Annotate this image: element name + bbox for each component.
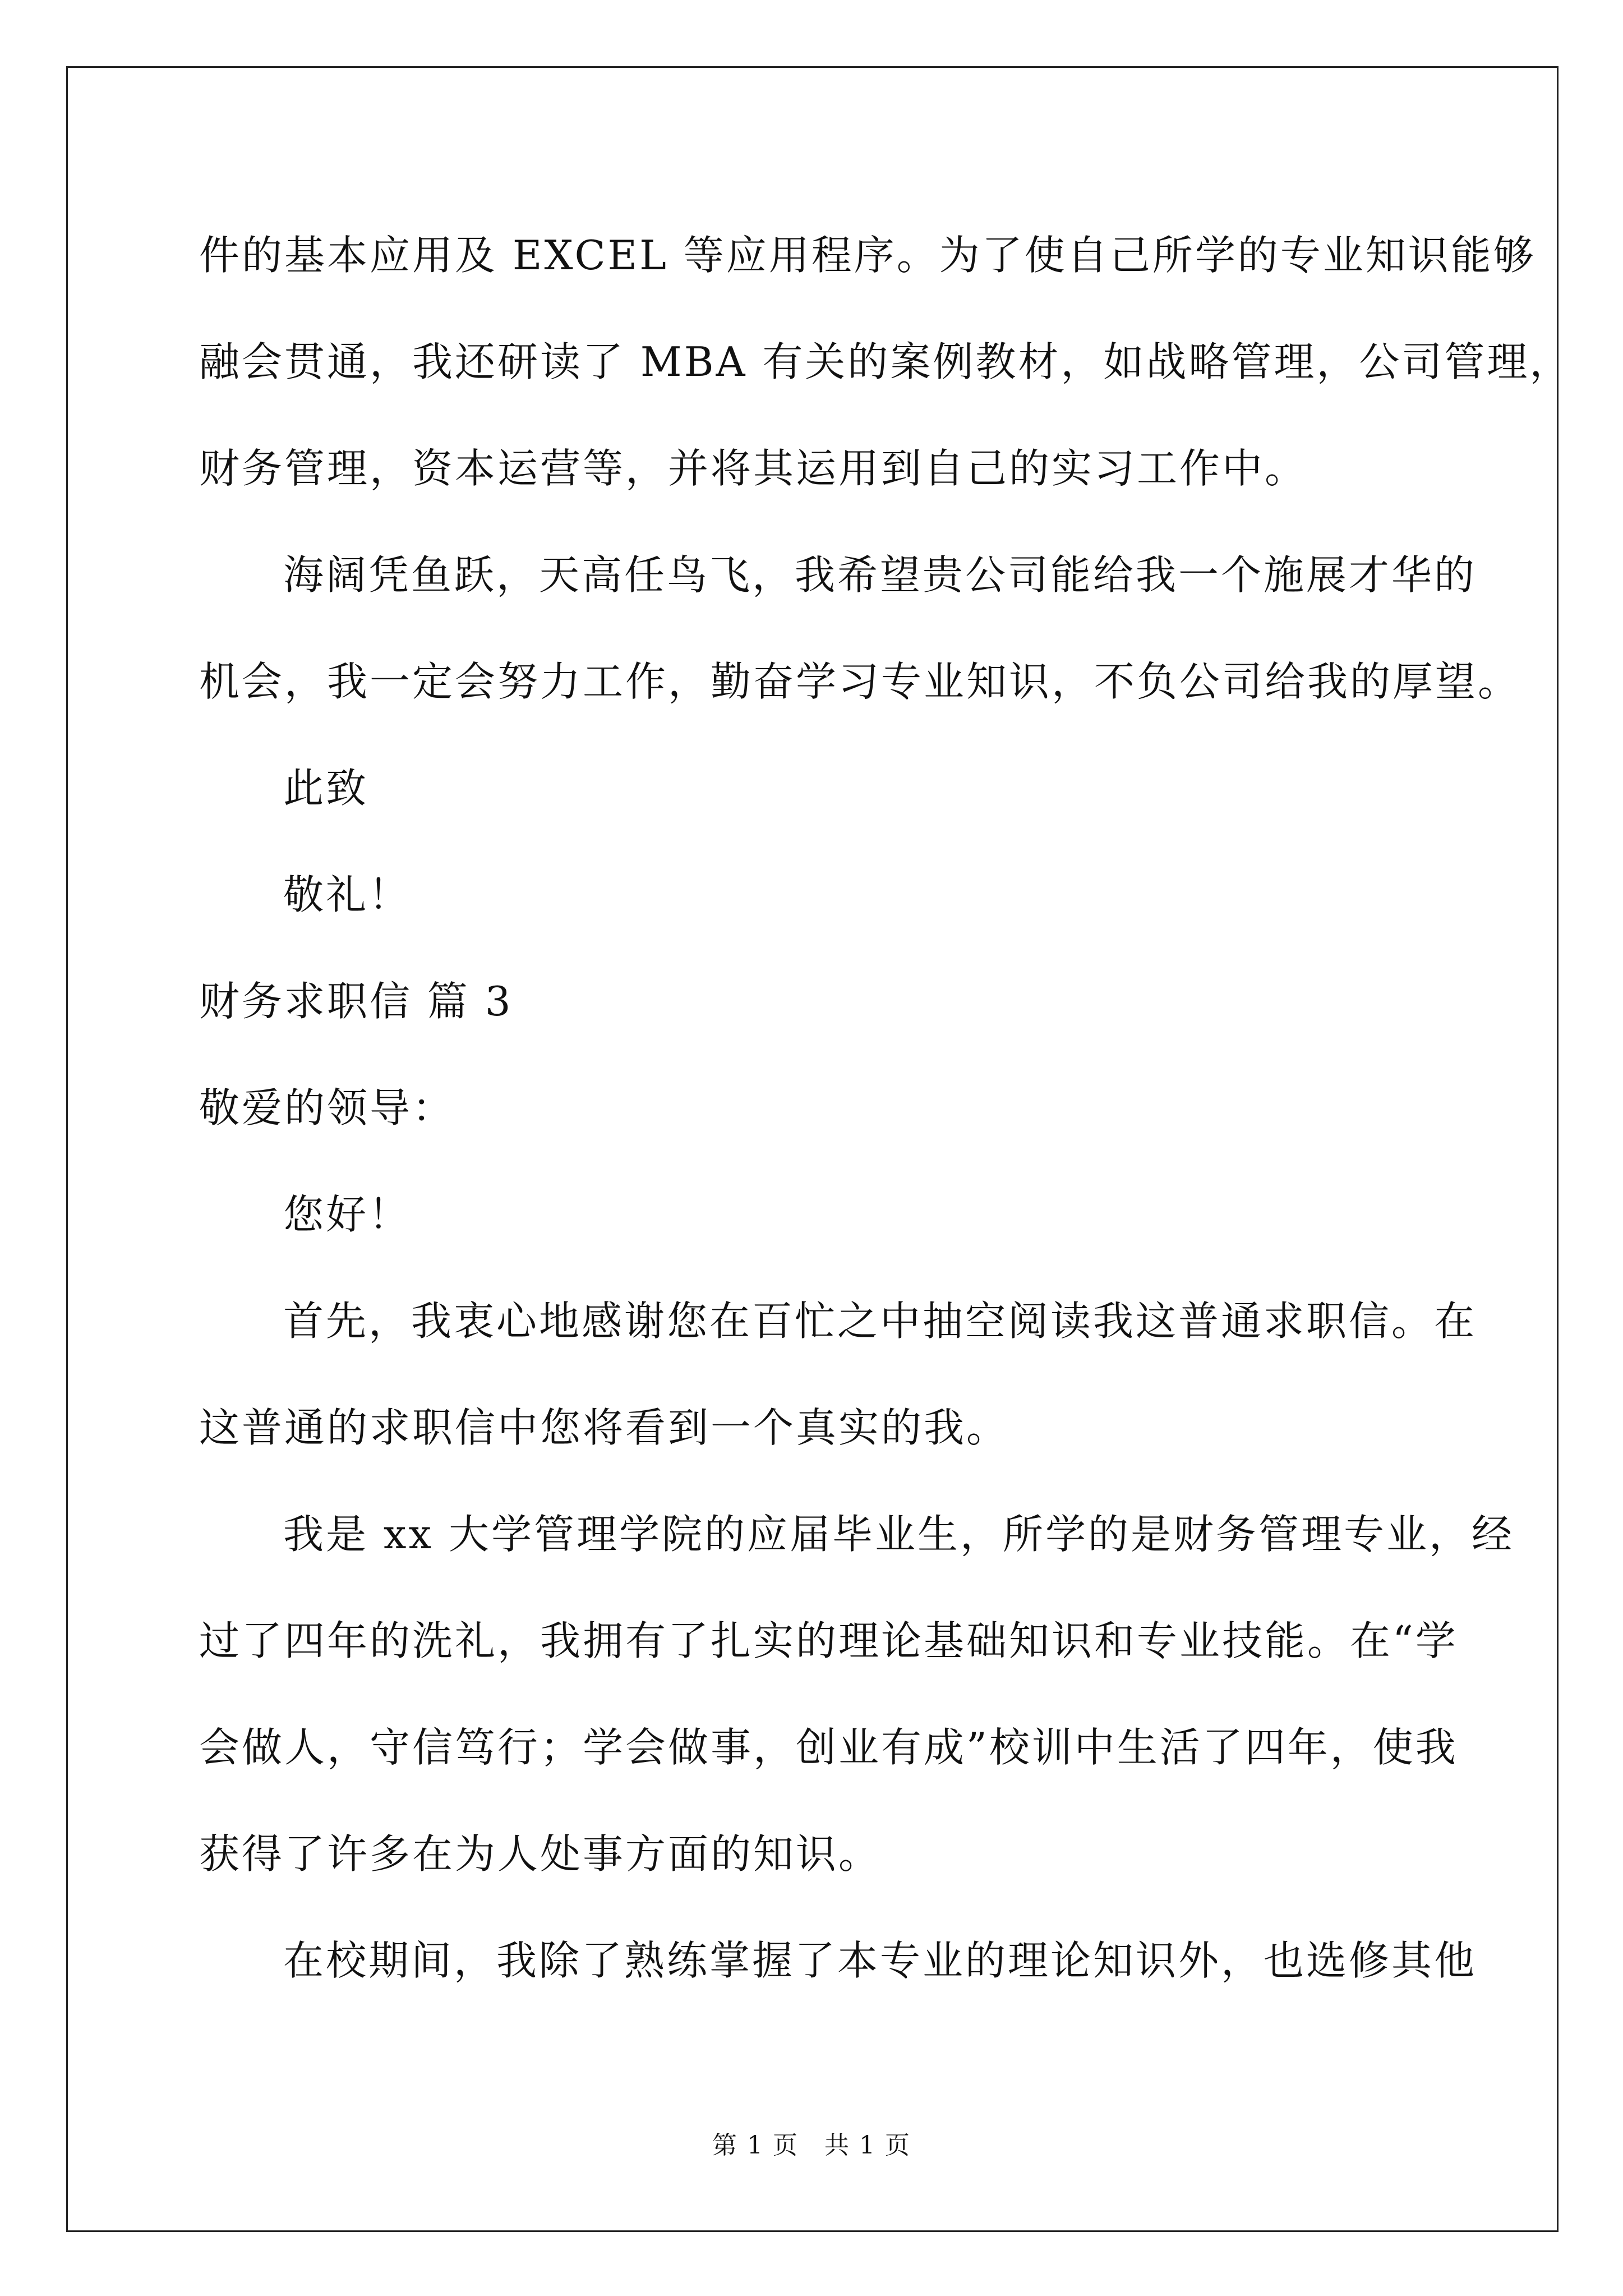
text-line: 获得了许多在为人处事方面的知识。 <box>199 1830 882 1878</box>
text-line: 融会贯通，我还研读了 MBA 有关的案例教材，如战略管理，公司管理， <box>199 338 1573 385</box>
text-line: 会做人，守信笃行；学会做事，创业有成”校训中生活了四年，使我 <box>199 1724 1458 1771</box>
closing-salutation: 此致 <box>283 765 369 812</box>
closing-regards: 敬礼！ <box>283 871 412 918</box>
section-heading: 财务求职信 篇 3 <box>199 978 513 1025</box>
greeting-recipient: 敬爱的领导： <box>199 1084 455 1131</box>
paragraph-line: 首先，我衷心地感谢您在百忙之中抽空阅读我这普通求职信。在 <box>283 1297 1477 1345</box>
page-footer: 第 1 页 共 1 页 <box>712 2131 911 2160</box>
paragraph-line: 海阔凭鱼跃，天高任鸟飞，我希望贵公司能给我一个施展才华的 <box>283 551 1477 599</box>
paragraph-line: 在校期间，我除了熟练掌握了本专业的理论知识外，也选修其他 <box>283 1937 1477 1984</box>
text-line: 财务管理，资本运营等，并将其运用到自己的实习工作中。 <box>199 445 1308 492</box>
text-line: 机会，我一定会努力工作，勤奋学习专业知识，不负公司给我的厚望。 <box>199 658 1521 705</box>
text-line: 这普通的求职信中您将看到一个真实的我。 <box>199 1404 1009 1451</box>
text-line: 件的基本应用及 EXCEL 等应用程序。为了使自己所学的专业知识能够 <box>199 232 1536 279</box>
greeting: 您好！ <box>283 1191 412 1238</box>
text-line: 过了四年的洗礼，我拥有了扎实的理论基础知识和专业技能。在“学 <box>199 1617 1458 1664</box>
paragraph-line: 我是 xx 大学管理学院的应届毕业生，所学的是财务管理专业，经 <box>283 1511 1514 1558</box>
